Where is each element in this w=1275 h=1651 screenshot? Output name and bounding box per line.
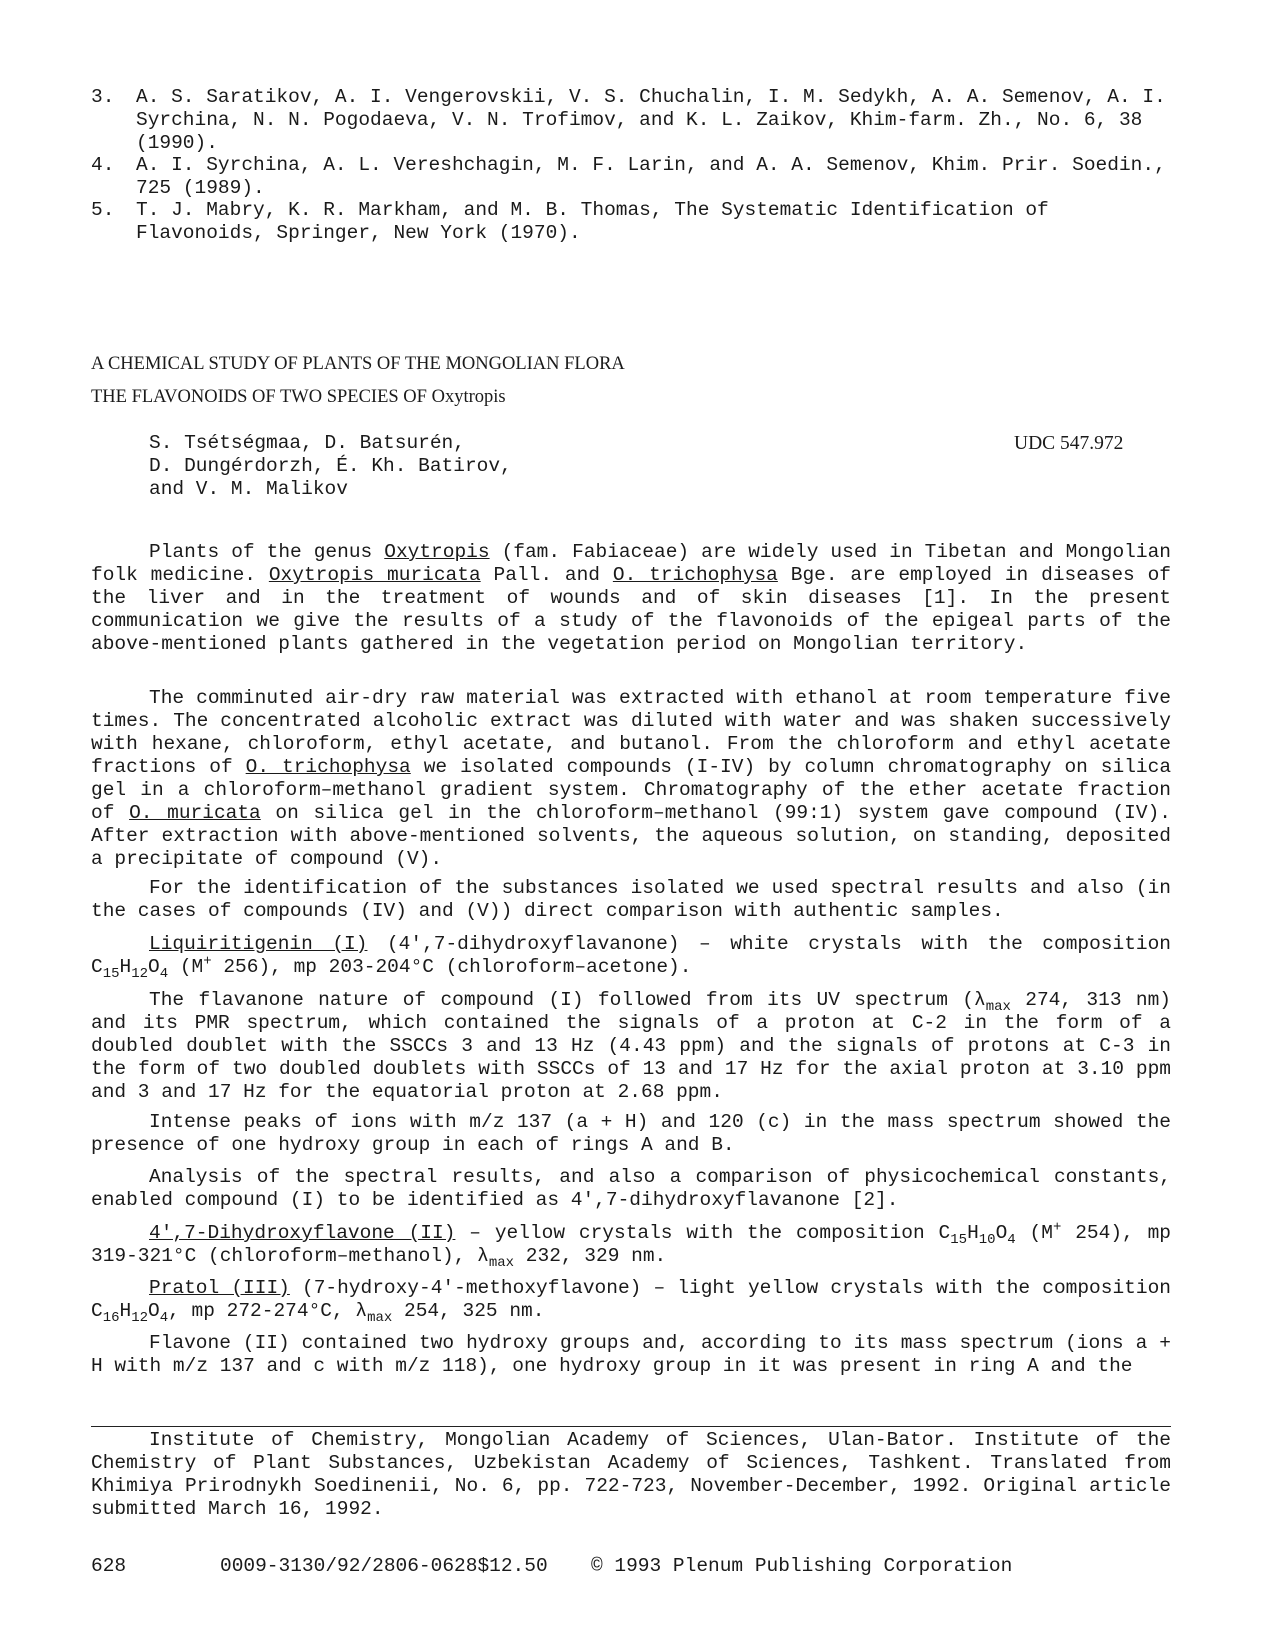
author-line: D. Dungérdorzh, É. Kh. Batirov, <box>149 455 512 477</box>
subscript: 10 <box>978 1231 996 1248</box>
subscript: 12 <box>131 965 149 982</box>
text-run: H <box>119 1300 132 1322</box>
paragraph-4 <box>91 933 1172 982</box>
compound-name: Pratol (III) <box>149 1277 290 1299</box>
text-run: , mp 272-274°C, λ <box>168 1300 368 1322</box>
text-run: 274, 313 nm) and its PMR spectrum, which contained the signals of a proton at C-2 in the form of a doubled doublet with the SSCCs 3 and 13 Hz (4.43 ppm) and the signals of protons at C-3 in the form of two doubled doublets with SSCCs of 13 and 17 Hz for the axial proton at 3.10 ppm and 3 and 17 Hz for the equatorial proton at 2.68 ppm. <box>91 989 1172 1103</box>
species-name: O. muricata <box>129 802 261 824</box>
reference-3 <box>91 86 1181 155</box>
text-run: H <box>119 956 132 978</box>
text-run: Pall. and <box>480 564 613 586</box>
author-list <box>149 432 512 501</box>
species-name: O. trichophysa <box>245 756 411 778</box>
text-run: Flavone (II) contained two hydroxy groups and, according to its mass spectrum (ions a + H with m/z 137 and c with m/z 118), one hydroxy group in it was present in ring A and the <box>91 1332 1171 1377</box>
subscript: 4 <box>1007 1231 1016 1248</box>
text-run: we isolated compounds (I-IV) by column chromatography on silica gel in a chloroform–methanol gradient system. Chromatography of the ether acetate fraction of <box>91 756 1172 824</box>
text-run: H <box>967 1222 979 1244</box>
author-line: and V. M. Malikov <box>149 478 348 500</box>
paragraph-5 <box>91 989 1171 1104</box>
paragraph-3 <box>91 877 1171 923</box>
subscript: 4 <box>159 965 169 982</box>
footnote <box>91 1429 1171 1521</box>
text-run: (7-hydroxy-4'-methoxyflavone) – light yellow crystals with the composition C <box>91 1277 1171 1322</box>
text-run: The comminuted air-dry raw material was extracted with ethanol at room temperature five times. The concentrated alcoholic extract was diluted with water and was shaken successively with hexane, chloroform, ethyl acetate, and butanol. From the chloroform and ethyl acetate fractions of <box>91 687 1171 778</box>
text-run: O <box>995 1222 1008 1244</box>
subscript: 16 <box>102 1309 120 1326</box>
subscript: max <box>367 1309 393 1326</box>
article-code: 0009-3130/92/2806-0628$12.50 <box>220 1555 548 1577</box>
subscript: 12 <box>131 1309 149 1326</box>
title-line-1: A CHEMICAL STUDY OF PLANTS OF THE MONGOLIAN FLORA <box>91 354 625 374</box>
subscript: 15 <box>102 965 120 982</box>
text-run: The flavanone nature of compound (I) followed from its UV spectrum (λ <box>149 989 986 1011</box>
reference-4 <box>91 154 1181 200</box>
paragraph-1 <box>91 541 1171 656</box>
text-run: Intense peaks of ions with m/z 137 (a + H) and 120 (c) in the mass spectrum showed the presence of one hydroxy group in each of rings A and B. <box>91 1111 1171 1156</box>
species-name: Oxytropis <box>384 541 490 563</box>
article-title <box>91 353 625 376</box>
text-run: 256), mp 203-204°C (chloroform–acetone). <box>211 956 692 978</box>
reference-5 <box>91 199 1181 245</box>
reference-text: T. J. Mabry, K. R. Markham, and M. B. Thomas, The Systematic Identification of Flavonoids, Springer, New York (1970). <box>136 199 1049 244</box>
footnote-divider <box>91 1426 1171 1427</box>
text-run: 254), mp 319-321°C (chloroform–methanol), λ <box>91 1222 1171 1267</box>
subscript: max <box>985 998 1011 1015</box>
text-run: 254, 325 nm. <box>392 1300 545 1322</box>
species-name: O. trichophysa <box>612 564 778 586</box>
compound-name: 4',7-Dihydroxyflavone (II) <box>149 1222 456 1244</box>
paragraph-9 <box>91 1277 1171 1326</box>
text-run: on silica gel in the chloroform–methanol (99:1) system gave compound (IV). After extraction with above-mentioned solvents, the aqueous solution, on standing, deposited a precipitate of compound (V). <box>91 802 1171 870</box>
copyright: © 1993 Plenum Publishing Corporation <box>591 1555 1013 1577</box>
text-run: – yellow crystals with the composition C <box>455 1222 951 1244</box>
footnote-text: Institute of Chemistry, Mongolian Academy of Sciences, Ulan-Bator. Institute of the Chemistry of Plant Substances, Uzbekistan Academy of Sciences, Tashkent. Translated from Khimiya Prirodnykh Soedinenii, No. 6, pp. 722-723, November-December, 1992. Original article submitted March 16, 1992. <box>91 1429 1171 1520</box>
text-run: (M <box>1015 1222 1053 1244</box>
text-run: Plants of the genus <box>149 541 385 563</box>
subscript: 15 <box>950 1231 968 1248</box>
subscript: max <box>488 1254 515 1271</box>
paragraph-10 <box>91 1332 1171 1378</box>
text-run: O <box>148 1300 160 1322</box>
paragraph-7 <box>91 1166 1171 1212</box>
text-run: (4',7-dihydroxyflavanone) – white crystals with the composition C <box>91 933 1172 978</box>
article-subtitle <box>91 386 506 409</box>
text-run: For the identification of the substances isolated we used spectral results and also (in the cases of compounds (IV) and (V)) direct comparison with authentic samples. <box>91 877 1171 922</box>
reference-text: A. S. Saratikov, A. I. Vengerovskii, V. S. Chuchalin, I. M. Sedykh, A. A. Semenov, A. I. Syrchina, N. N. Pogodaeva, V. N. Trofimov, and K. L. Zaikov, Khim-farm. Zh., No. 6, 38 (1990). <box>136 86 1166 154</box>
text-run: Analysis of the spectral results, and also a comparison of physicochemical constants, enabled compound (I) to be identified as 4',7-dihydroxyflavanone [2]. <box>91 1166 1171 1211</box>
udc-code: UDC 547.972 <box>1014 433 1124 454</box>
text-run: O <box>148 956 160 978</box>
species-name: Oxytropis muricata <box>268 564 481 586</box>
author-line: S. Tsétségmaa, D. Batsurén, <box>149 432 465 454</box>
reference-text: A. I. Syrchina, A. L. Vereshchagin, M. F. Larin, and A. A. Semenov, Khim. Prir. Soedin., 725 (1989). <box>136 154 1166 199</box>
text-run: 232, 329 nm. <box>514 1245 667 1267</box>
paragraph-6 <box>91 1111 1171 1157</box>
subscript: 4 <box>159 1309 169 1326</box>
paragraph-2 <box>91 687 1171 871</box>
reference-number: 5. <box>91 199 115 221</box>
reference-number: 4. <box>91 154 115 176</box>
superscript: + <box>1052 1219 1062 1236</box>
text-run: (M <box>168 956 204 978</box>
page-number: 628 <box>91 1555 127 1577</box>
compound-name: Liquiritigenin (I) <box>149 933 368 955</box>
paragraph-8 <box>91 1219 1171 1271</box>
title-line-2: THE FLAVONOIDS OF TWO SPECIES OF Oxytropis <box>91 387 506 407</box>
text-run: (fam. Fabiaceae) are widely used in Tibetan and Mongolian folk medicine. <box>91 541 1171 586</box>
text-run: Bge. are employed in diseases of the liver and in the treatment of wounds and of skin diseases [1]. In the present communication we give the results of a study of the flavonoids of the epigeal parts of the above-mentioned plants gathered in the vegetation period on Mongolian territory. <box>91 564 1172 655</box>
reference-number: 3. <box>91 86 115 108</box>
superscript: + <box>203 953 212 970</box>
